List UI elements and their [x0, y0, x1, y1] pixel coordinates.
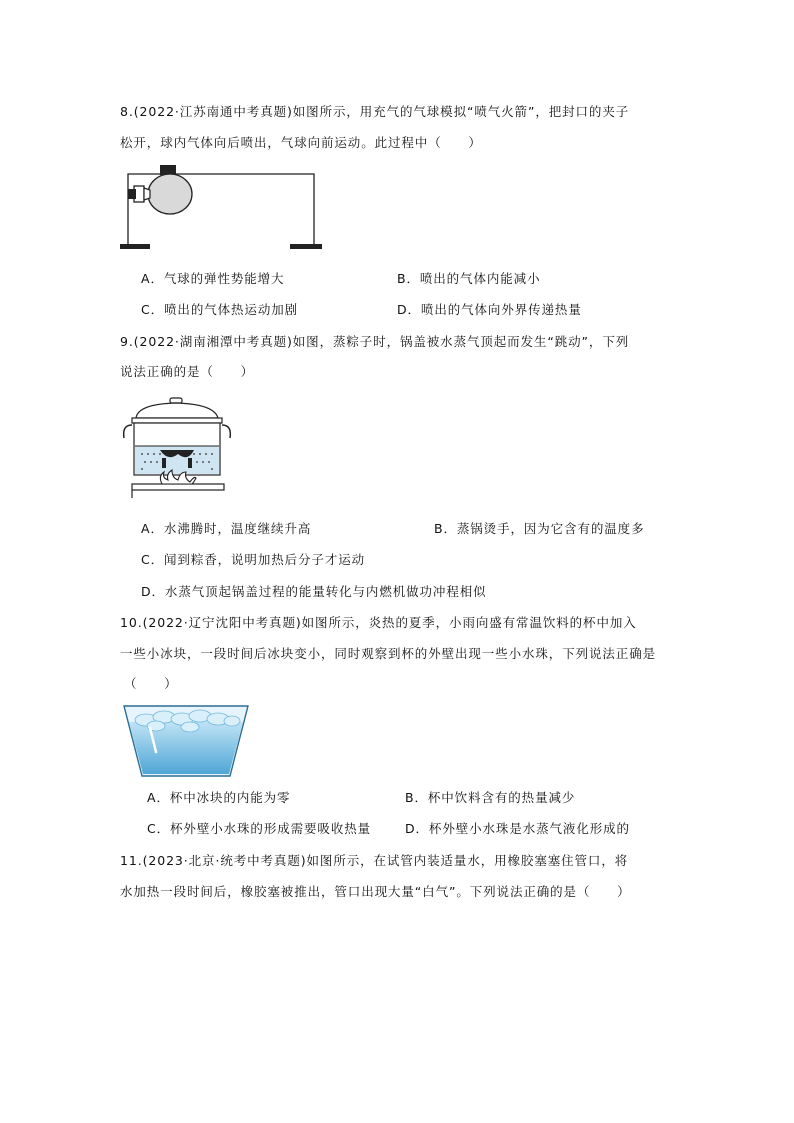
q8-balloon-figure: [118, 160, 324, 256]
q10-stem-line-3: （ ）: [124, 676, 178, 691]
q8-option-d: D．喷出的气体向外界传递热量: [397, 302, 582, 317]
q8-option-a: A．气球的弹性势能增大: [141, 271, 285, 286]
q10-option-a: A．杯中冰块的内能为零: [147, 790, 291, 805]
q11-stem-line-1: 11.(2023·北京·统考中考真题)如图所示，在试管内装适量水，用橡胶塞塞住管口，将: [120, 853, 629, 868]
q10-stem-line-2: 一些小冰块，一段时间后冰块变小，同时观察到杯的外壁出现一些小水珠，下列说法正确是: [120, 646, 657, 661]
q10-option-d: D．杯外壁小水珠是水蒸气液化形成的: [405, 821, 630, 836]
q8-option-b: B．喷出的气体内能减小: [397, 271, 541, 286]
q10-option-c: C．杯外壁小水珠的形成需要吸收热量: [147, 821, 372, 836]
q10-stem-line-1: 10.(2022·辽宁沈阳中考真题)如图所示，炎热的夏季，小雨向盛有常温饮料的杯中加入: [120, 615, 637, 630]
q9-steamer-pot-figure: [118, 392, 238, 502]
q9-option-b: B．蒸锅烫手，因为它含有的温度多: [434, 521, 645, 536]
q9-option-a: A．水沸腾时，温度继续升高: [141, 521, 312, 536]
q10-cup-with-ice-figure: [120, 702, 252, 780]
q9-stem-line-1: 9.(2022·湖南湘潭中考真题)如图，蒸粽子时，锅盖被水蒸气顶起而发生“跳动”，下列: [120, 334, 630, 349]
q8-stem-line-2: 松开，球内气体向后喷出，气球向前运动。此过程中（ ）: [120, 135, 482, 150]
q10-option-b: B．杯中饮料含有的热量减少: [405, 790, 576, 805]
q8-stem-line-1: 8.(2022·江苏南通中考真题)如图所示，用充气的气球模拟“喷气火箭”，把封口的夹子: [120, 104, 630, 119]
q11-stem-line-2: 水加热一段时间后，橡胶塞被推出，管口出现大量“白气”。下列说法正确的是（ ）: [120, 884, 631, 899]
q8-option-c: C．喷出的气体热运动加剧: [141, 302, 299, 317]
q9-option-d: D．水蒸气顶起锅盖过程的能量转化与内燃机做功冲程相似: [141, 584, 487, 599]
q9-option-c: C．闻到粽香，说明加热后分子才运动: [141, 552, 366, 567]
q9-stem-line-2: 说法正确的是（ ）: [120, 364, 255, 379]
